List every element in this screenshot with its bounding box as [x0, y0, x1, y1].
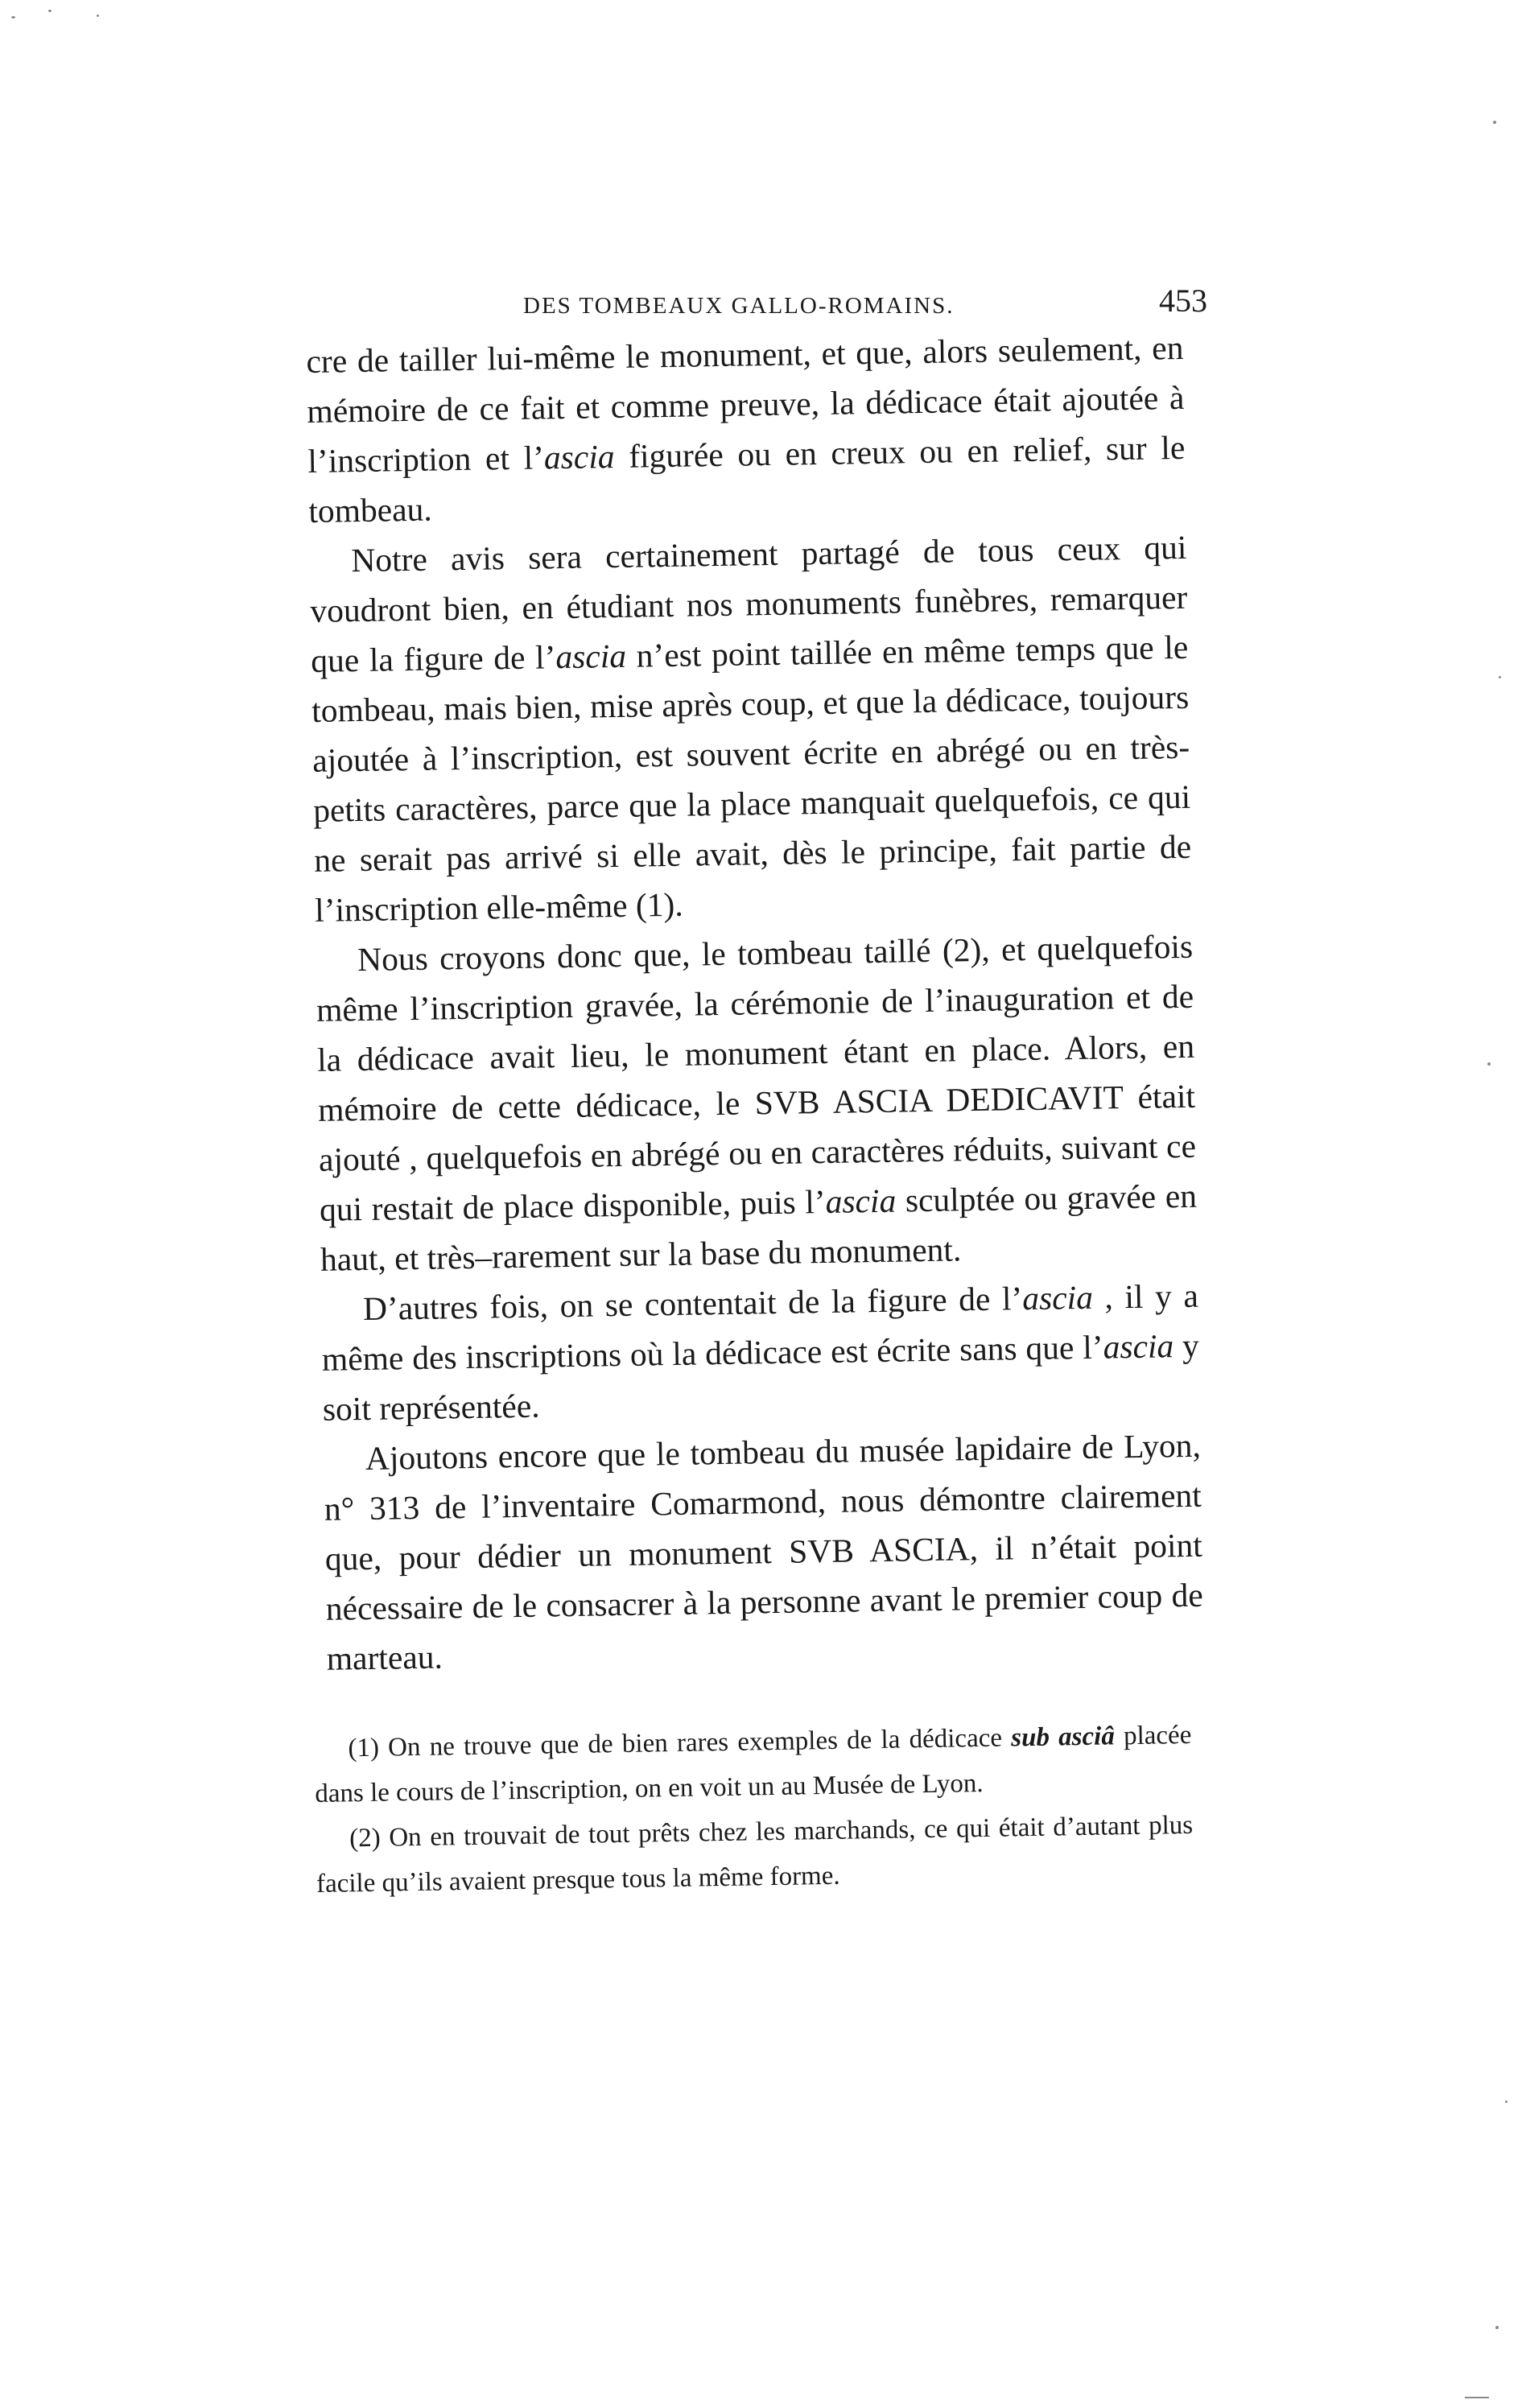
scan-speck: [1499, 676, 1501, 678]
footnote-1: [314, 1713, 1193, 1816]
paragraph-3: [316, 922, 1198, 1284]
scan-speck: [97, 14, 99, 17]
scan-speck: [1505, 2101, 1508, 2103]
paragraph-5: [323, 1420, 1204, 1684]
footnotes: [314, 1713, 1194, 1907]
text-run: Ajoutons encore que le tombeau du musée lapidaire de Lyon, n° 313 de l’inventaire Comarmond, nous démontre clairement que, pour dédier un monument SVB ASCIA, il n’était point nécessaire de le consacrer à la personne avant le premier coup de marteau.: [324, 1426, 1204, 1677]
text-run: (1) On ne trouve que de bien rares exemples de la dédicace: [348, 1723, 1012, 1763]
scan-speck: [1465, 2397, 1489, 2398]
page-number: 453: [1159, 282, 1207, 319]
text-run: (2) On en trouvait de tout prêts chez les marchands, ce qui était d’autant plus facile qu’ils avaient presque tous la même forme.: [316, 1810, 1194, 1899]
scan-speck: [11, 16, 15, 19]
text-run: figurée ou en creux ou en relief, sur le tombeau.: [308, 428, 1186, 530]
italic-term: ascia: [543, 437, 615, 476]
text-run: Nous croyons donc que, le tombeau taillé (2), et quelquefois même l’inscription gravée, la cérémonie de l’inauguration et de la dédicace avait lieu, le monument étant en place. Alors, en mémoire de cette dédicace, le SVB ASCIA DEDICAVIT était ajouté , quelquefois en abrégé ou en caractères réduits, suivant ce qui restait de place disponible, puis l’: [316, 927, 1197, 1228]
scan-speck: [1493, 121, 1496, 124]
text-run: n’est point taillée en même temps que le tombeau, mais bien, mise après coup, et que la dédicace, toujours ajoutée à l’inscription, est souvent écrite en abrégé ou en très-petits caractères, parce que la place manquait quelquefois, ce qui ne serait pas arrivé si elle avait, dès le principe, fait partie de l’inscription elle-même (1).: [311, 628, 1192, 929]
text-run: cre de tailler lui-même le monument, et que, alors seulement, en mémoire de ce fait et comme preuve, la dédicace était ajoutée à l’inscription et l’: [306, 328, 1185, 480]
text-run: Notre avis sera certainement partagé de tous ceux qui voudront bien, en étudiant nos monuments funèbres, remarquer que la figure de l’: [309, 528, 1188, 679]
italic-term: ascia: [1021, 1278, 1094, 1317]
text-run: placée dans le cours de l’inscription, on en voit un au Musée de Lyon.: [315, 1720, 1192, 1808]
paragraph-2: [309, 522, 1193, 935]
paragraph-1: [306, 323, 1186, 536]
running-head: [306, 282, 1207, 330]
scan-speck: [48, 10, 52, 12]
italic-term: ascia: [1103, 1327, 1174, 1366]
text-run: sculptée ou gravée en haut, et très–rarement sur la base du monument.: [320, 1177, 1198, 1278]
body-text: [306, 323, 1204, 1684]
paragraph-4: [321, 1271, 1201, 1434]
italic-term: sub asciâ: [1010, 1721, 1116, 1753]
italic-term: ascia: [555, 637, 627, 676]
text-run: D’autres fois, on se contentait de la figure de l’: [362, 1280, 1023, 1328]
text-run: , il y a même des inscriptions où la dédicace est écrite sans que l’: [321, 1276, 1199, 1378]
italic-term: ascia: [825, 1181, 897, 1220]
text-run: y soit représentée.: [322, 1326, 1200, 1428]
running-title: DES TOMBEAUX GALLO-ROMAINS.: [523, 293, 955, 319]
scan-speck: [1487, 1062, 1491, 1066]
scan-speck: [1495, 2326, 1499, 2329]
footnote-2: [316, 1803, 1194, 1907]
